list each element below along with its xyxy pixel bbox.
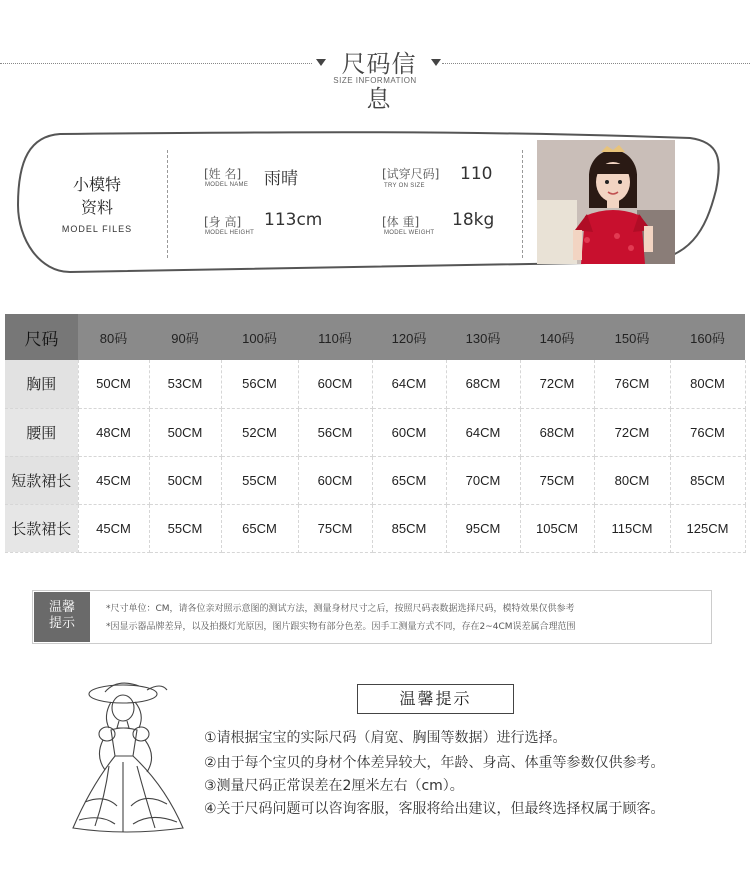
table-cell: 55CM	[221, 456, 298, 504]
table-cell: 75CM	[520, 456, 594, 504]
table-cell: 64CM	[372, 360, 446, 408]
model-card-title-en: MODEL FILES	[61, 224, 133, 234]
size-table-header-cell: 150码	[594, 314, 670, 360]
size-chart-table	[5, 314, 746, 553]
header-arrow-left-icon	[316, 59, 326, 66]
notes-title: 温馨提示	[357, 684, 514, 714]
size-table-header-cell: 90码	[149, 314, 221, 360]
model-trysize-label-en: TRY ON SIZE	[384, 183, 425, 189]
model-card-title-line2: 资料	[80, 198, 113, 217]
tips-box	[32, 590, 712, 644]
model-weight-label: [体 重]	[382, 215, 420, 229]
model-name-label: [姓 名]	[204, 167, 242, 181]
size-table-header-cell: 80码	[78, 314, 149, 360]
table-cell: 95CM	[446, 504, 520, 552]
model-card-divider	[522, 150, 523, 258]
table-row	[5, 408, 745, 456]
table-cell: 75CM	[298, 504, 372, 552]
note-item: ①请根据宝宝的实际尺码（肩宽、胸围等数据）进行选择。	[204, 730, 567, 746]
table-cell: 50CM	[149, 456, 221, 504]
table-row	[5, 504, 745, 552]
table-cell: 115CM	[594, 504, 670, 552]
table-cell: 52CM	[221, 408, 298, 456]
model-height-label: [身 高]	[204, 215, 242, 229]
model-height-label-en: MODEL HEIGHT	[205, 230, 255, 236]
table-cell: 76CM	[670, 408, 745, 456]
table-cell: 45CM	[78, 504, 149, 552]
size-table-header-cell: 140码	[520, 314, 594, 360]
row-header-cell: 短款裙长	[5, 456, 78, 504]
table-cell: 60CM	[298, 456, 372, 504]
table-cell: 125CM	[670, 504, 745, 552]
table-cell: 50CM	[149, 408, 221, 456]
model-trysize-label: [试穿尺码]	[382, 167, 440, 181]
table-cell: 64CM	[446, 408, 520, 456]
table-cell: 72CM	[594, 408, 670, 456]
table-cell: 60CM	[372, 408, 446, 456]
row-header-cell: 腰围	[5, 408, 78, 456]
table-cell: 50CM	[78, 360, 149, 408]
section-subtitle: SIZE INFORMATION	[333, 76, 417, 85]
table-cell: 65CM	[372, 456, 446, 504]
model-weight-value: 18kg	[452, 210, 495, 230]
table-cell: 60CM	[298, 360, 372, 408]
note-item: ③测量尺码正常误差在2厘米左右（cm）。	[204, 778, 464, 794]
model-height-value: 113cm	[264, 210, 323, 230]
row-header-cell: 胸围	[5, 360, 78, 408]
model-card-divider	[167, 150, 168, 258]
tips-tag-line1: 温馨	[48, 600, 75, 615]
table-cell: 80CM	[594, 456, 670, 504]
table-cell: 53CM	[149, 360, 221, 408]
princess-sketch-icon	[65, 676, 191, 836]
size-table-header-cell: 110码	[298, 314, 372, 360]
row-header-cell: 长款裙长	[5, 504, 78, 552]
table-cell: 65CM	[221, 504, 298, 552]
size-table-header-cell: 100码	[221, 314, 298, 360]
tip-line-units: *尺寸单位：CM，请各位亲对照示意图的测试方法，测量身材尺寸之后，按照尺码表数据选择尺码，模特效果仅供参考	[106, 604, 575, 614]
table-cell: 80CM	[670, 360, 745, 408]
size-table-header-cell: 120码	[372, 314, 446, 360]
tips-tag-line2: 提示	[48, 616, 75, 631]
model-weight-label-en: MODEL WEIGHT	[384, 230, 435, 236]
model-card-title-line1: 小模特	[72, 175, 121, 194]
model-name-value: 雨晴	[264, 169, 298, 189]
table-cell: 70CM	[446, 456, 520, 504]
table-cell: 56CM	[221, 360, 298, 408]
table-cell: 45CM	[78, 456, 149, 504]
table-cell: 68CM	[446, 360, 520, 408]
table-cell: 56CM	[298, 408, 372, 456]
size-table-header-cell: 尺码	[5, 314, 78, 360]
table-cell: 105CM	[520, 504, 594, 552]
model-trysize-value: 110	[460, 164, 493, 184]
table-cell: 85CM	[670, 456, 745, 504]
model-photo	[537, 140, 675, 264]
tip-line-color-diff: *因显示器品牌差异，以及拍摄灯光原因，图片跟实物有部分色差。因手工测量方式不同，存在2~4CM误差属合理范围	[106, 622, 576, 632]
table-cell: 85CM	[372, 504, 446, 552]
size-table-header-cell: 130码	[446, 314, 520, 360]
header-rule-right	[442, 63, 750, 64]
note-item: ②由于每个宝贝的身材个体差异较大，年龄、身高、体重等参数仅供参考。	[204, 755, 665, 771]
table-cell: 72CM	[520, 360, 594, 408]
table-row	[5, 456, 745, 504]
size-table-header-row	[5, 314, 745, 360]
table-cell: 55CM	[149, 504, 221, 552]
header-rule-left	[0, 63, 312, 64]
tips-tag	[34, 592, 90, 642]
model-name-label-en: MODEL NAME	[205, 182, 249, 188]
table-cell: 48CM	[78, 408, 149, 456]
table-row	[5, 360, 745, 408]
table-cell: 76CM	[594, 360, 670, 408]
header-arrow-right-icon	[431, 59, 441, 66]
section-title: 尺码信息	[341, 50, 417, 113]
size-table-header-cell: 160码	[670, 314, 745, 360]
note-item: ④关于尺码问题可以咨询客服，客服将给出建议，但最终选择权属于顾客。	[204, 801, 665, 817]
table-cell: 68CM	[520, 408, 594, 456]
